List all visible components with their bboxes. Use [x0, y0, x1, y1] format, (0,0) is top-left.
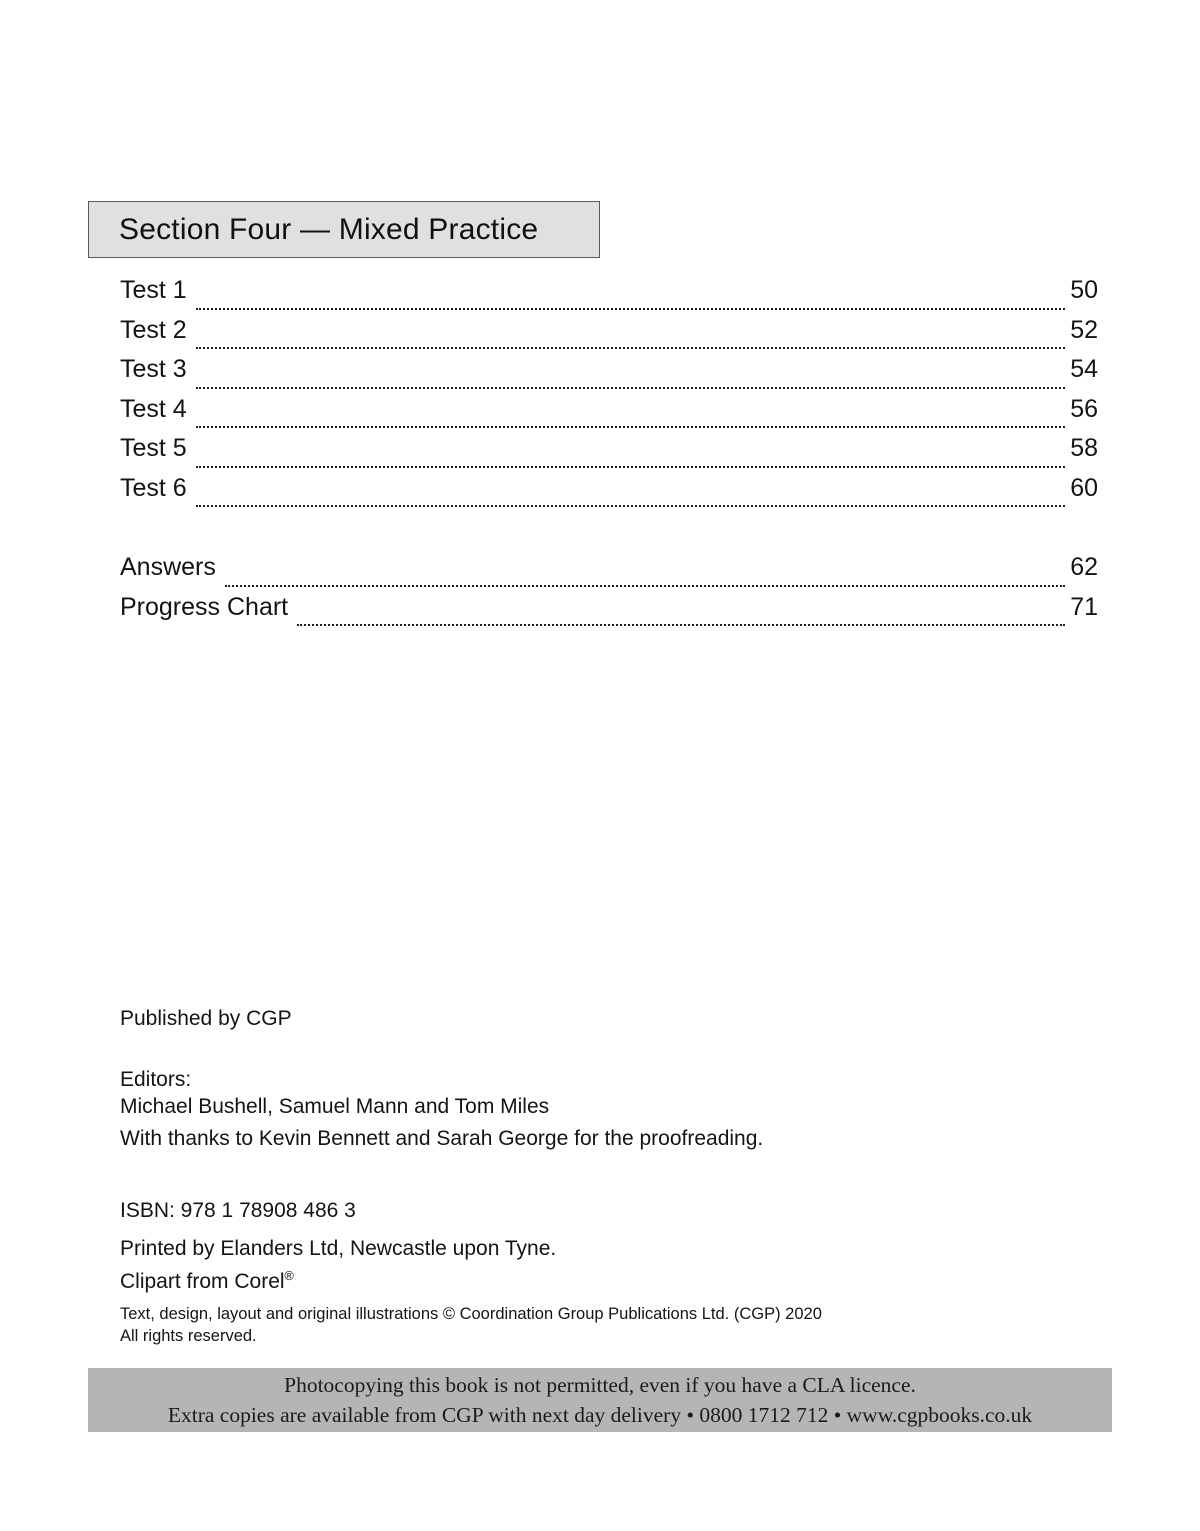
toc-list: [120, 276, 1098, 632]
dotted-leader: [196, 426, 1065, 428]
toc-entry-answers: [120, 553, 1098, 593]
dotted-leader: [196, 505, 1065, 507]
toc-entry-label: Test 6: [120, 473, 187, 502]
dotted-leader: [196, 466, 1065, 468]
dotted-leader: [196, 387, 1065, 389]
published-by-line: Published by CGP: [120, 1007, 292, 1030]
clipart-text: Clipart from Corel: [120, 1270, 285, 1293]
dotted-leader: [196, 308, 1065, 310]
isbn-line: ISBN: 978 1 78908 486 3: [120, 1199, 356, 1222]
copyright-line: Text, design, layout and original illustrations © Coordination Group Publications Ltd. (CGP) 2020: [120, 1305, 822, 1323]
toc-entry-label: Test 2: [120, 315, 187, 344]
dotted-leader: [225, 585, 1065, 587]
toc-entry-label: Test 1: [120, 276, 187, 304]
toc-entry-page: 60: [1070, 473, 1098, 502]
toc-entry-page: 58: [1070, 434, 1098, 462]
toc-entry-label: Test 3: [120, 355, 187, 383]
toc-entry-test-3: [120, 355, 1098, 395]
footer-notice-bar: [88, 1368, 1112, 1432]
toc-entry-page: 62: [1070, 553, 1098, 581]
toc-entry-label: Test 5: [120, 434, 187, 462]
toc-entry-page: 50: [1070, 276, 1098, 304]
toc-entry-page: 54: [1070, 355, 1098, 383]
toc-entry-page: 52: [1070, 315, 1098, 344]
dotted-leader: [297, 624, 1065, 626]
toc-entry-page: 71: [1070, 592, 1098, 621]
toc-entry-label: Test 4: [120, 394, 187, 423]
toc-entry-label: Progress Chart: [120, 592, 289, 621]
toc-entry-page: 56: [1070, 394, 1098, 423]
footer-line-2: Extra copies are available from CGP with next day delivery • 0800 1712 712 • www.cgpbooks.co.uk: [167, 1403, 1033, 1427]
clipart-line: [120, 1269, 1080, 1294]
rights-line: All rights reserved.: [120, 1327, 257, 1345]
section-header-title: Section Four — Mixed Practice: [119, 212, 539, 246]
printed-by-line: Printed by Elanders Ltd, Newcastle upon Tyne.: [120, 1237, 557, 1260]
toc-entry-test-6: [120, 474, 1098, 514]
thanks-line: With thanks to Kevin Bennett and Sarah George for the proofreading.: [120, 1127, 764, 1150]
editors-block: [120, 1066, 1080, 1120]
editors-heading: Editors:: [120, 1068, 192, 1091]
toc-entry-label: Answers: [120, 553, 216, 581]
toc-entry-test-5: [120, 434, 1098, 474]
registered-trademark-symbol: ®: [284, 1269, 294, 1283]
toc-section-gap: [120, 513, 1098, 553]
section-header-box: [88, 201, 600, 258]
dotted-leader: [196, 347, 1065, 349]
footer-line-1: Photocopying this book is not permitted, even if you have a CLA licence.: [284, 1373, 916, 1397]
toc-entry-test-2: [120, 316, 1098, 356]
copyright-block: [120, 1303, 1080, 1347]
toc-entry-test-1: [120, 276, 1098, 316]
editors-names: Michael Bushell, Samuel Mann and Tom Miles: [120, 1095, 550, 1118]
toc-entry-progress-chart: [120, 593, 1098, 633]
toc-entry-test-4: [120, 395, 1098, 435]
